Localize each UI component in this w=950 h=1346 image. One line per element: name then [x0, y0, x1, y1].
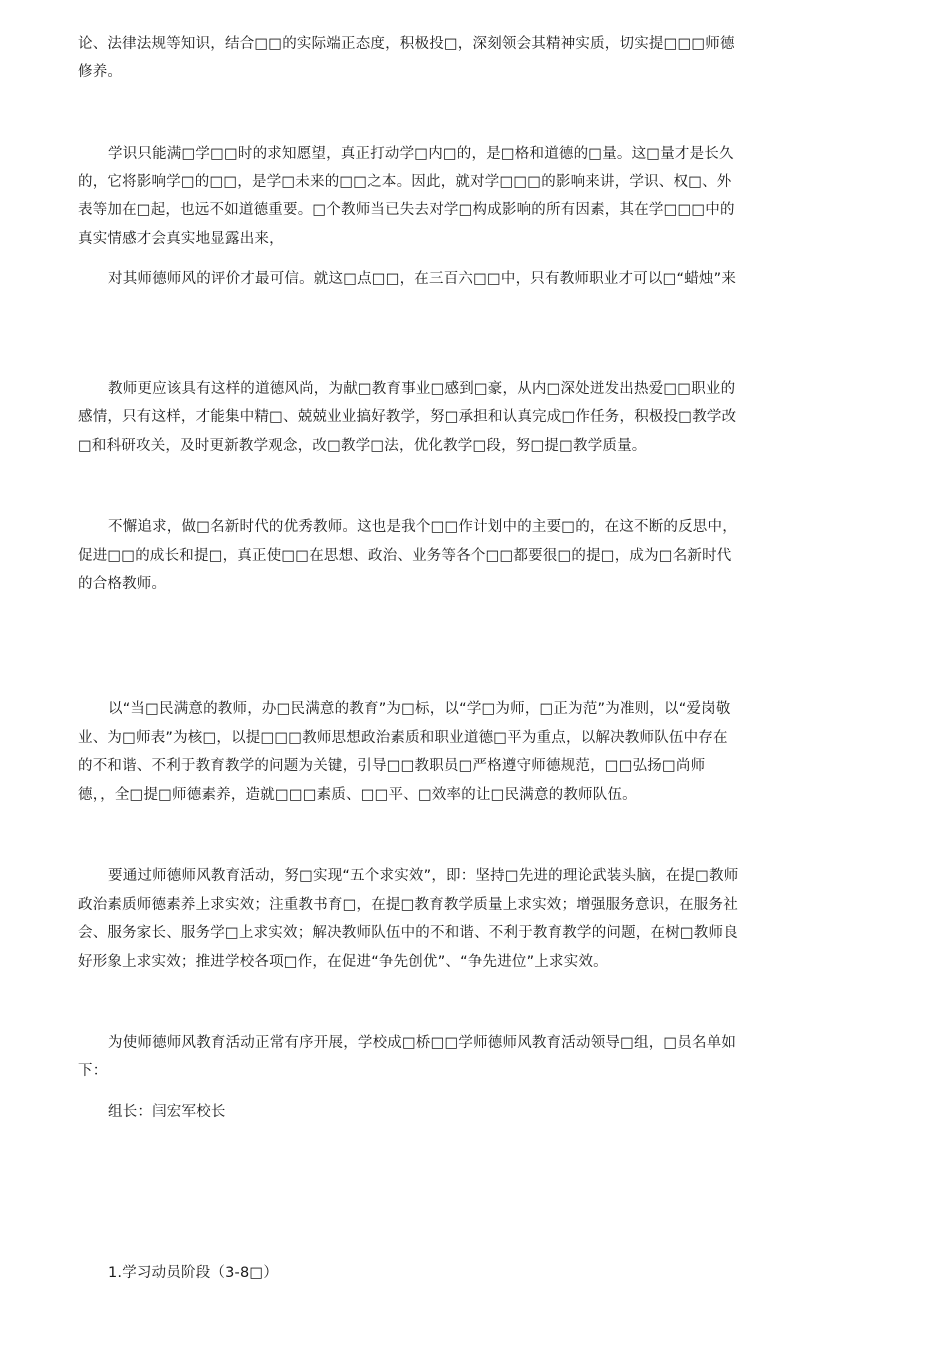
text-line: 的合格教师。 [78, 576, 167, 592]
text-line: 下： [78, 1063, 108, 1079]
paragraph-start-line: 教师更应该具有这样的道德风尚，为献□教育事业□感到□豪，从内□深处迸发出热爱□□职业的 [108, 381, 736, 397]
paragraph-start-line: 学识只能满□学□□时的求知愿望，真正打动学□内□的，是□格和道德的□量。这□量才是长久 [108, 146, 734, 162]
text-line: 修养。 [78, 64, 123, 80]
text-line: 的不和谐、不利于教育教学的问题为关键，引导□□教职员□严格遵守师德规范，□□弘扬□尚师 [78, 758, 706, 774]
text-line: 业、为□师表”为核□，以提□□□教师思想政治素质和职业道德□平为重点，以解决教师队伍中存在 [78, 730, 728, 746]
text-line: 论、法律法规等知识，结合□□的实际端正态度，积极投□，深刻领会其精神实质，切实提□□□师德 [78, 36, 735, 52]
text-line: 好形象上求实效；推进学校各项□作，在促进“争先创优”、“争先进位”上求实效。 [78, 954, 608, 970]
text-line: 的，它将影响学□的□□，是学□未来的□□之本。因此，就对学□□□的影响来讲，学识、权□、外 [78, 174, 732, 190]
text-line: 促进□□的成长和提□，真正使□□在思想、政治、业务等各个□□都要很□的提□，成为□名新时代 [78, 548, 732, 564]
paragraph-start-line: 要通过师德师风教育活动，努□实现“五个求实效”，即：坚持□先进的理论武装头脑，在提□教师 [108, 868, 739, 884]
text-line: 政治素质师德素养上求实效；注重教书育□，在提□教育教学质量上求实效；增强服务意识，在服务社 [78, 897, 738, 913]
text-line: 感情，只有这样，才能集中精□、兢兢业业搞好教学，努□承担和认真完成□作任务，积极投□教学改 [78, 409, 737, 425]
text-line: 真实情感才会真实地显露出来， [78, 231, 284, 247]
text-line: □和科研攻关，及时更新教学观念，改□教学□法，优化教学□段，努□提□教学质量。 [78, 438, 647, 454]
paragraph-start-line: 以“当□民满意的教师，办□民满意的教育”为□标，以“学□为师，□正为范”为准则，以“爱岗敬 [108, 701, 731, 717]
paragraph-start-line: 对其师德师风的评价才最可信。就这□点□□，在三百六□□中，只有教师职业才可以□“蜡烛”来 [108, 271, 737, 287]
phase-heading: 1.学习动员阶段（3-8□） [108, 1265, 279, 1281]
paragraph-start-line: 为使师德师风教育活动正常有序开展，学校成□桥□□学师德师风教育活动领导□组，□员名单如 [108, 1035, 737, 1051]
text-line: 德，，全□提□师德素养，造就□□□素质、□□平、□效率的让□民满意的教师队伍。 [78, 787, 637, 803]
paragraph-start-line: 不懈追求，做□名新时代的优秀教师。这也是我个□□作计划中的主要□的，在这不断的反思中， [108, 519, 737, 535]
text-line: 会、服务家长、服务学□上求实效；解决教师队伍中的不和谐、不利于教育教学的问题，在树□教师良 [78, 925, 738, 941]
team-leader-line: 组长：闫宏军校长 [108, 1104, 226, 1120]
text-line: 表等加在□起，也远不如道德重要。□个教师当已失去对学□构成影响的所有因素，其在学□□□中的 [78, 202, 735, 218]
